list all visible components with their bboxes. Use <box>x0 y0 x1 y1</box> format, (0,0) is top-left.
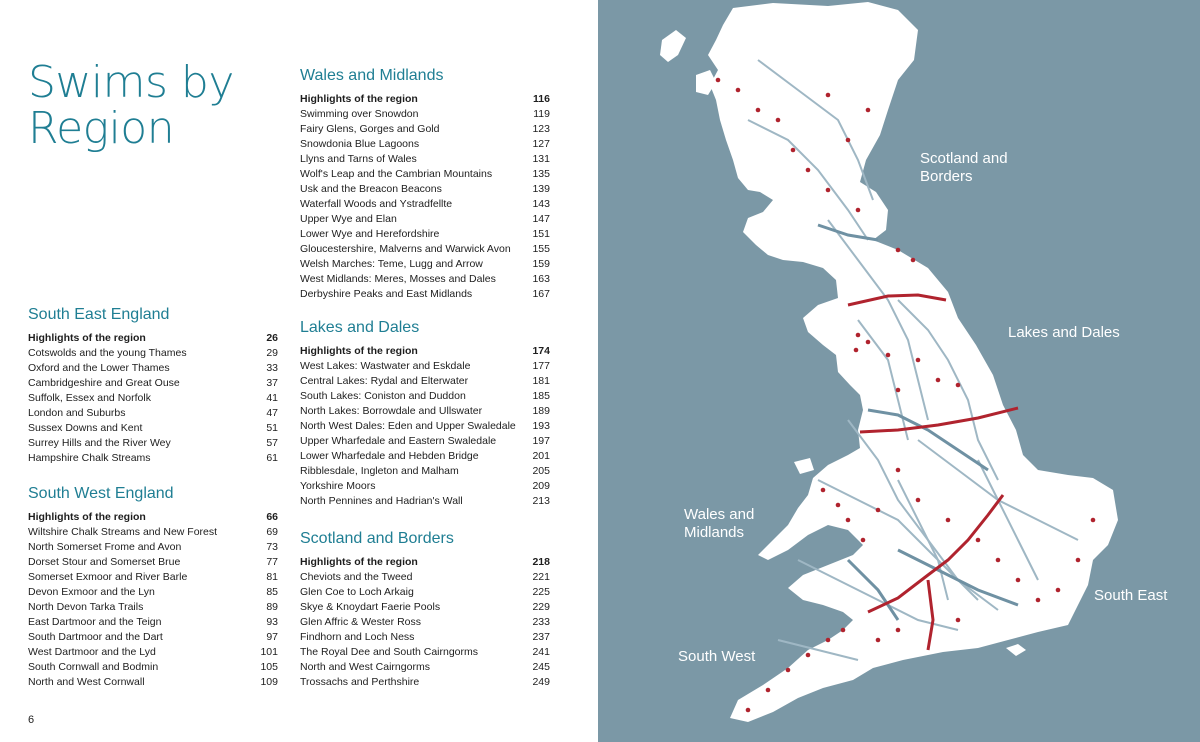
toc-entry <box>28 376 278 391</box>
toc-entry <box>28 615 278 630</box>
toc-entry <box>28 555 278 570</box>
toc-entry <box>300 152 550 167</box>
toc-entry-page: 69 <box>266 526 278 538</box>
toc-entry <box>28 346 278 361</box>
section-heading: South East England <box>28 306 170 323</box>
section-scotland-borders <box>300 529 550 690</box>
toc-entry-page: 119 <box>533 108 550 120</box>
toc-entry-page: 201 <box>532 450 550 462</box>
toc-entry-title: Wolf's Leap and the Cambrian Mountains <box>300 168 493 180</box>
toc-entry <box>300 449 550 464</box>
toc-entry <box>28 600 278 615</box>
toc-entry-title: Skye & Knoydart Faerie Pools <box>300 601 441 613</box>
toc-entry <box>28 660 278 675</box>
toc-entry-page: 197 <box>532 435 550 447</box>
toc-entry-page: 109 <box>260 676 278 688</box>
toc-entry <box>28 391 278 406</box>
map-label-south-east: South East <box>1094 587 1168 604</box>
toc-entry-title: Usk and the Breacon Beacons <box>300 183 442 195</box>
toc-entry <box>28 675 278 690</box>
toc-entry <box>28 406 278 421</box>
toc-entry-title: West Dartmoor and the Lyd <box>28 646 156 658</box>
toc-entry-page: 85 <box>266 586 278 598</box>
toc-entry-page: 177 <box>532 360 550 372</box>
toc-entry <box>300 434 550 449</box>
toc-entry <box>300 615 550 630</box>
toc-entry-title: Yorkshire Moors <box>300 480 376 492</box>
toc-entry-page: 218 <box>532 556 550 568</box>
toc-entry-page: 155 <box>532 243 550 255</box>
map-label-scotland-line-2: Borders <box>920 168 973 185</box>
section-heading: Scotland and Borders <box>300 530 454 547</box>
toc-entry-page: 225 <box>532 586 550 598</box>
toc-entry-title: North Pennines and Hadrian's Wall <box>300 495 463 507</box>
toc-entry <box>300 645 550 660</box>
toc-entry-page: 147 <box>532 213 550 225</box>
toc-entry-page: 66 <box>266 511 278 523</box>
toc-entry-title: East Dartmoor and the Teign <box>28 616 162 628</box>
toc-entry <box>300 242 550 257</box>
toc-entry-page: 139 <box>532 183 550 195</box>
toc-entry-title: Cotswolds and the young Thames <box>28 347 187 359</box>
toc-entry <box>28 451 278 466</box>
toc-entry <box>300 494 550 509</box>
toc-entry-page: 116 <box>533 93 550 105</box>
toc-entry-page: 73 <box>266 541 278 553</box>
toc-entry <box>300 464 550 479</box>
toc-entry-title: Highlights of the region <box>300 93 418 105</box>
map-label-lakes: Lakes and Dales <box>1008 324 1120 341</box>
toc-entry <box>28 331 278 346</box>
map-label-scotland-line-1: Scotland and <box>920 150 1008 167</box>
toc-entry-title: Trossachs and Perthshire <box>300 676 420 688</box>
toc-entry-title: Dorset Stour and Somerset Brue <box>28 556 181 568</box>
section-wales-midlands <box>300 66 550 302</box>
toc-entry-page: 131 <box>532 153 550 165</box>
toc-entry <box>300 182 550 197</box>
toc-entry-title: Cheviots and the Tweed <box>300 571 413 583</box>
toc-entry-page: 249 <box>532 676 550 688</box>
toc-entry-title: Devon Exmoor and the Lyn <box>28 586 155 598</box>
toc-entry-title: North and West Cornwall <box>28 676 145 688</box>
toc-entry-page: 181 <box>532 375 550 387</box>
toc-entry-page: 51 <box>266 422 278 434</box>
toc-entry-page: 241 <box>532 646 550 658</box>
toc-entry-page: 97 <box>266 631 278 643</box>
toc-entry-page: 233 <box>532 616 550 628</box>
toc-entry <box>300 212 550 227</box>
toc-entry-page: 33 <box>266 362 278 374</box>
toc-entry <box>300 419 550 434</box>
toc-entry-title: North West Dales: Eden and Upper Swaledale <box>300 420 516 432</box>
toc-entry-page: 174 <box>532 345 550 357</box>
toc-entry <box>300 257 550 272</box>
toc-entry-page: 205 <box>532 465 550 477</box>
toc-entry <box>300 92 550 107</box>
toc-entry <box>28 645 278 660</box>
toc-entry <box>300 359 550 374</box>
toc-entry-page: 89 <box>266 601 278 613</box>
page-title-line-1: Swims by <box>28 57 234 108</box>
toc-entry <box>300 675 550 690</box>
britain-map <box>598 0 1200 742</box>
toc-entry-title: Surrey Hills and the River Wey <box>28 437 171 449</box>
map-label-wales-line-2: Midlands <box>684 524 745 541</box>
toc-entry-page: 135 <box>532 168 550 180</box>
toc-entry-page: 143 <box>532 198 550 210</box>
toc-entry-title: South Dartmoor and the Dart <box>28 631 163 643</box>
toc-entry-page: 221 <box>532 571 550 583</box>
section-south-east <box>28 305 278 466</box>
toc-entry <box>300 344 550 359</box>
toc-entry-title: Somerset Exmoor and River Barle <box>28 571 188 583</box>
toc-entry-page: 29 <box>266 347 278 359</box>
toc-entry-title: Lower Wye and Herefordshire <box>300 228 440 240</box>
left-page <box>0 0 598 742</box>
toc-entry-title: Highlights of the region <box>28 511 146 523</box>
toc-entry-page: 101 <box>260 646 278 658</box>
toc-entry <box>300 555 550 570</box>
toc-entry-title: Highlights of the region <box>300 345 418 357</box>
toc-entry-title: South Cornwall and Bodmin <box>28 661 159 673</box>
toc-entry-page: 209 <box>532 480 550 492</box>
section-south-west <box>28 484 278 690</box>
toc-entry <box>28 525 278 540</box>
toc-entry <box>28 540 278 555</box>
toc-entry <box>28 630 278 645</box>
map-label-wales <box>684 506 754 542</box>
toc-entry <box>28 585 278 600</box>
toc-entry-page: 185 <box>532 390 550 402</box>
toc-entry-title: Swimming over Snowdon <box>300 108 419 120</box>
toc-entry-title: Glen Affric & Wester Ross <box>300 616 421 628</box>
toc-entry-title: Snowdonia Blue Lagoons <box>300 138 420 150</box>
toc-entry-page: 57 <box>266 437 278 449</box>
toc-entry-title: Welsh Marches: Teme, Lugg and Arrow <box>300 258 483 270</box>
region-map <box>598 0 1200 742</box>
toc-entry <box>300 630 550 645</box>
toc-entry <box>28 570 278 585</box>
toc-entry <box>300 374 550 389</box>
toc-entry-page: 151 <box>532 228 550 240</box>
toc-entry-page: 213 <box>532 495 550 507</box>
toc-entry-page: 81 <box>266 571 278 583</box>
toc-entry-page: 77 <box>266 556 278 568</box>
toc-entry-title: Hampshire Chalk Streams <box>28 452 151 464</box>
toc-entry-title: North Lakes: Borrowdale and Ullswater <box>300 405 483 417</box>
toc-entry-title: Wiltshire Chalk Streams and New Forest <box>28 526 218 538</box>
toc-entry <box>28 421 278 436</box>
toc-entry <box>300 660 550 675</box>
toc-entry-title: Glen Coe to Loch Arkaig <box>300 586 414 598</box>
toc-entry <box>300 585 550 600</box>
isle-of-wight <box>1006 644 1026 656</box>
toc-entry-page: 237 <box>532 631 550 643</box>
toc-entry-page: 229 <box>532 601 550 613</box>
toc-entry-page: 123 <box>532 123 550 135</box>
toc-entry <box>300 272 550 287</box>
toc-entry-title: Upper Wharfedale and Eastern Swaledale <box>300 435 497 447</box>
toc-entry-title: North Devon Tarka Trails <box>28 601 144 613</box>
toc-entry-title: The Royal Dee and South Cairngorms <box>300 646 479 658</box>
toc-entry <box>300 570 550 585</box>
toc-entry-title: Highlights of the region <box>28 332 146 344</box>
toc-entry-title: West Lakes: Wastwater and Eskdale <box>300 360 471 372</box>
page-number: 6 <box>28 714 35 726</box>
toc-entry <box>300 389 550 404</box>
toc-entry-page: 193 <box>532 420 550 432</box>
toc-entry-title: North and West Cairngorms <box>300 661 430 673</box>
toc-entry-page: 189 <box>532 405 550 417</box>
toc-entry-title: North Somerset Frome and Avon <box>28 541 182 553</box>
section-heading: Lakes and Dales <box>300 319 420 336</box>
toc-entry-page: 47 <box>266 407 278 419</box>
toc-entry-page: 127 <box>532 138 550 150</box>
map-label-wales-line-1: Wales and <box>684 506 755 523</box>
toc-entry-page: 61 <box>266 452 278 464</box>
toc-entry-title: Upper Wye and Elan <box>300 213 397 225</box>
toc-entry <box>300 107 550 122</box>
toc-entry-page: 41 <box>266 392 278 404</box>
toc-entry-page: 105 <box>260 661 278 673</box>
toc-entry-page: 159 <box>532 258 550 270</box>
toc-entry-title: Highlights of the region <box>300 556 418 568</box>
toc-entry-title: Lower Wharfedale and Hebden Bridge <box>300 450 479 462</box>
toc-entry-title: Waterfall Woods and Ystradfellte <box>300 198 453 210</box>
toc-entry <box>300 479 550 494</box>
section-heading: Wales and Midlands <box>300 67 444 84</box>
hebrides-island <box>660 30 686 62</box>
toc-entry-title: Llyns and Tarns of Wales <box>300 153 417 165</box>
toc-entry <box>300 167 550 182</box>
anglesey-island <box>794 458 814 474</box>
toc-entry <box>300 600 550 615</box>
toc-entry <box>300 122 550 137</box>
toc-entry-page: 93 <box>266 616 278 628</box>
toc-entry-title: Oxford and the Lower Thames <box>28 362 170 374</box>
toc-entry <box>28 510 278 525</box>
toc-entry <box>300 404 550 419</box>
toc-entry-page: 167 <box>532 288 550 300</box>
toc-entry <box>28 436 278 451</box>
toc-entry <box>300 227 550 242</box>
toc-entry-page: 163 <box>532 273 550 285</box>
toc-entry-title: Gloucestershire, Malverns and Warwick Avon <box>300 243 511 255</box>
section-lakes-dales <box>300 318 550 509</box>
toc-entry-page: 26 <box>266 332 278 344</box>
toc-entry-page: 245 <box>532 661 550 673</box>
toc-entry <box>300 287 550 302</box>
toc-entry-title: Cambridgeshire and Great Ouse <box>28 377 180 389</box>
map-label-scotland <box>920 150 1008 186</box>
toc-entry-title: Fairy Glens, Gorges and Gold <box>300 123 440 135</box>
toc-entry-title: West Midlands: Meres, Mosses and Dales <box>300 273 496 285</box>
toc-entry-title: Ribblesdale, Ingleton and Malham <box>300 465 459 477</box>
toc-entry-title: Suffolk, Essex and Norfolk <box>28 392 151 404</box>
toc-entry-title: Findhorn and Loch Ness <box>300 631 415 643</box>
toc-entry <box>300 137 550 152</box>
toc-entry-title: London and Suburbs <box>28 407 126 419</box>
toc-entry-title: Sussex Downs and Kent <box>28 422 143 434</box>
toc-entry-title: Central Lakes: Rydal and Elterwater <box>300 375 469 387</box>
section-heading: South West England <box>28 485 174 502</box>
page-title <box>28 57 234 154</box>
toc-entry-title: Derbyshire Peaks and East Midlands <box>300 288 473 300</box>
toc-entry <box>300 197 550 212</box>
toc-entry <box>28 361 278 376</box>
toc-entry-page: 37 <box>266 377 278 389</box>
map-label-south-west: South West <box>678 648 756 665</box>
toc-entry-title: South Lakes: Coniston and Duddon <box>300 390 466 402</box>
page-title-line-2: Region <box>28 103 175 154</box>
